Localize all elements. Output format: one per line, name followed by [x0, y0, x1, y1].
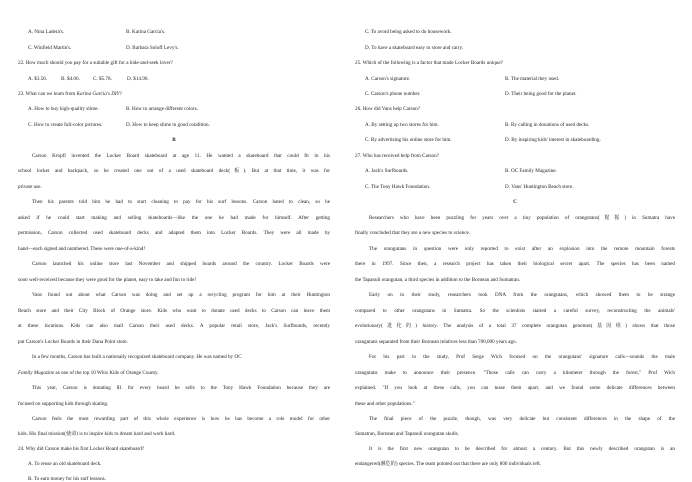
q22-option-a[interactable]: A. $3.56. — [28, 76, 48, 82]
passage-b-line: at these locations. Kids can also mail Carson their used decks. A popular retail store, Jack's Surfboards, recently — [18, 323, 330, 329]
q21-option-b[interactable]: B. Karina Garcia's. — [126, 29, 166, 35]
q22-option-d[interactable]: D. $14.96. — [127, 76, 149, 82]
passage-b-line: This year, Carson is donating $1 for every board he sells to the Tony Hawk Foundation because they are — [32, 385, 330, 391]
q25-options-row2 — [355, 91, 675, 97]
q27-option-d[interactable]: D. Vans' Huntington Beach store. — [505, 184, 574, 190]
q27-option-a[interactable]: A. Jack's Surfboards. — [365, 168, 409, 174]
passage-b-line: focused on supporting kids through skating. — [18, 401, 109, 407]
passage-c-line: It is the first new orangutan to be described for almost a century. But this newly described orangutan is an — [369, 446, 675, 452]
q22-options — [18, 76, 330, 82]
passage-b-line: asked if he could start making and selling skateboards—like the one he had made for himself. After getting — [18, 215, 330, 221]
passage-c-line: these and other populations." — [355, 401, 415, 407]
q24-option-d[interactable]: D. To have a skateboard easy to store and carry. — [365, 45, 464, 51]
q27-options-row1 — [355, 168, 675, 174]
q21-option-c[interactable]: C. Winfield Martin's. — [28, 45, 72, 51]
passage-b-line: Then his parents told him he had to start cleaning to pay for his surf lessons. Carson hated to clean, so he — [32, 199, 330, 205]
passage-b-line: kids. His final mission(使命) is to inspire kids to dream hard and work hard. — [18, 431, 176, 437]
q26-option-c[interactable]: C. By advertising his online store for him. — [365, 137, 452, 143]
passage-b-oc-italic: OC — [234, 354, 242, 360]
passage-b-line: soon well-received because they were good for the planet, easy to take and fun to ride! — [18, 277, 197, 283]
q22-option-c[interactable]: C. $5.78. — [93, 76, 112, 82]
q22-option-b[interactable]: B. $4.06. — [61, 76, 80, 82]
q27-option-b[interactable]: B. OC Family Magazine. — [505, 168, 557, 174]
passage-b-line: school locker and backpack, so he created one out of a used skateboard deck(板). But at that time, it was for — [18, 168, 330, 174]
q21-options-row2 — [18, 45, 330, 51]
passage-b-line: Carson launched his online store last November and shipped boards around the country. Locker Boards were — [32, 261, 330, 267]
passage-c-line: Early on in their study, researchers took DNA from the orangutans, which showed them to be strange — [369, 292, 675, 298]
passage-b-line: In a few months, Carson has built a nationally recognized skateboard company. He was named by OC — [32, 354, 242, 360]
passage-b-line: Vans found out about what Carson was doing and set up a recycling program for him at their Huntington — [32, 292, 330, 298]
q23-stem: 23. What can we learn from Karina Garcia's DIY? — [18, 91, 122, 97]
q25-options-row1 — [355, 76, 675, 82]
q21-option-d[interactable]: D. Barbara Soloff Levy's. — [126, 45, 179, 51]
passage-c-line: The final piece of the puzzle, though, was very delicate but consistent differences in the shape of the — [369, 416, 675, 422]
q26-option-a[interactable]: A. By setting up two stores for him. — [365, 122, 439, 128]
passage-b-line: put Carson's Locker Boards in their Dana Point store. — [18, 339, 128, 345]
passage-b-line: Beach store and their City Block of Orange store. Kids who want to donate used decks to Carson can leave them — [18, 308, 330, 314]
q26-option-d[interactable]: D. By inspiring kids' interest in skateboarding. — [505, 137, 601, 143]
q26-stem: 26. How did Vans help Carson? — [355, 106, 421, 112]
passage-c-line: compared to other orangutans in Sumatra. So the scientists started a careful survey, reconstructing the animals' — [355, 308, 675, 314]
passage-b-line: Family Magazine as one of the top 10 Whiz Kids of Orange County. — [18, 370, 159, 376]
passage-c-line: evolutionary(进化的) history. The analysis of a total 37 complete orangutan genomes(基因组) shows that those — [355, 323, 675, 329]
q27-options-row2 — [355, 184, 675, 190]
q23-options-row1 — [18, 106, 330, 112]
q25-option-a[interactable]: A. Carson's signature. — [365, 76, 411, 82]
q27-option-c[interactable]: C. The Tony Hawk Foundation. — [365, 184, 431, 190]
q23-option-b[interactable]: B. How to arrange different colors. — [126, 106, 198, 112]
passage-b-line: private use. — [18, 184, 42, 190]
q25-stem: 25. Which of the following is a factor that made Locker Boards unique? — [355, 60, 503, 66]
q23-option-d[interactable]: D. How to keep slime in good condition. — [126, 122, 210, 128]
q27-stem: 27. Who has received help from Carson? — [355, 153, 439, 159]
passage-c-line: explained. "If you look at these calls, you can tease them apart, and we found some delicate differences between — [355, 385, 675, 391]
q24-option-c[interactable]: C. To avoid being asked to do housework. — [365, 29, 452, 35]
q24-stem: 24. Why did Carson make his first Locker Board skateboard? — [18, 446, 145, 452]
passage-c-line: The orangutans in question were only reported to exist after an explosion into the remote mountain forests — [369, 246, 675, 252]
passage-c-line: Researchers who have been puzzling for years over a tiny population of orangutans(猩猩) in Sumatra have — [369, 215, 675, 221]
section-c-heading: C — [513, 199, 517, 205]
q23-title-italic: Karina Garcia's DIY — [76, 91, 120, 97]
passage-c-line: the Tapanuli orangutan, a third species in addition to the Bornean and Sumatran. — [355, 277, 521, 283]
q24-option-b[interactable]: B. To earn money for his surf lessons. — [28, 476, 106, 482]
passage-b-line: Carson Kropfl invented the Locker Board skateboard at age 11. He wanted a skateboard that could fit in his — [32, 153, 330, 159]
passage-c-line: there in 1997. Since then, a research project has taken their biological secret apart. The species has been named — [355, 261, 675, 267]
q25-option-d[interactable]: D. Their being good for the planet. — [505, 91, 577, 97]
q23-option-c[interactable]: C. How to create full-color pictures. — [28, 122, 103, 128]
passage-b-line: hand—each signed and numbered. These were one-of-a-kind! — [18, 246, 146, 252]
q21-option-a[interactable]: A. Nina Ladera's. — [28, 29, 65, 35]
passage-c-line: endangered(濒危的) species. The team pointed out that there are only 800 individuals left. — [355, 461, 542, 467]
magazine-title-italic: Family Magazine — [18, 370, 55, 376]
passage-c-line: orangutans separated from their Bornean relatives less than 700,000 years ago. — [355, 339, 517, 345]
q25-option-c[interactable]: C. Carson's phone number. — [365, 91, 421, 97]
q22-stem: 22. How much should you pay for a suitable gift for a hide-and-seek lover? — [18, 60, 173, 66]
q26-option-b[interactable]: B. By calling in donations of used decks. — [505, 122, 590, 128]
q26-options-row1 — [355, 122, 675, 128]
passage-b-line: permission, Carson collected used skateboard decks and adapted them into Locker Boards. They were all made by — [18, 230, 330, 236]
q25-option-b[interactable]: B. The material they used. — [505, 76, 560, 82]
q24-option-a[interactable]: A. To reuse an old skateboard deck. — [28, 461, 102, 467]
passage-c-line: finally concluded that they are a new species to science. — [355, 230, 471, 236]
passage-c-line: orangutans make to announce their presence. "Those calls can carry a kilometer through the forest," Prof Wich — [355, 370, 675, 376]
q26-options-row2 — [355, 137, 675, 143]
section-b-heading: B — [172, 137, 176, 143]
q23-option-a[interactable]: A. How to buy high-quality slime. — [28, 106, 99, 112]
q23-options-row2 — [18, 122, 330, 128]
passage-c-line: Sumatran, Bornean and Tapanuli orangutan skulls. — [355, 431, 459, 437]
passage-b-line: Carson feels the most rewarding part of this whole experience is how he has become a role model for other — [32, 416, 330, 422]
q21-options-row1 — [18, 29, 330, 35]
passage-c-line: For his part in the study, Prof Serge Wich focused on the orangutans' signature calls—sounds the male — [369, 354, 675, 360]
